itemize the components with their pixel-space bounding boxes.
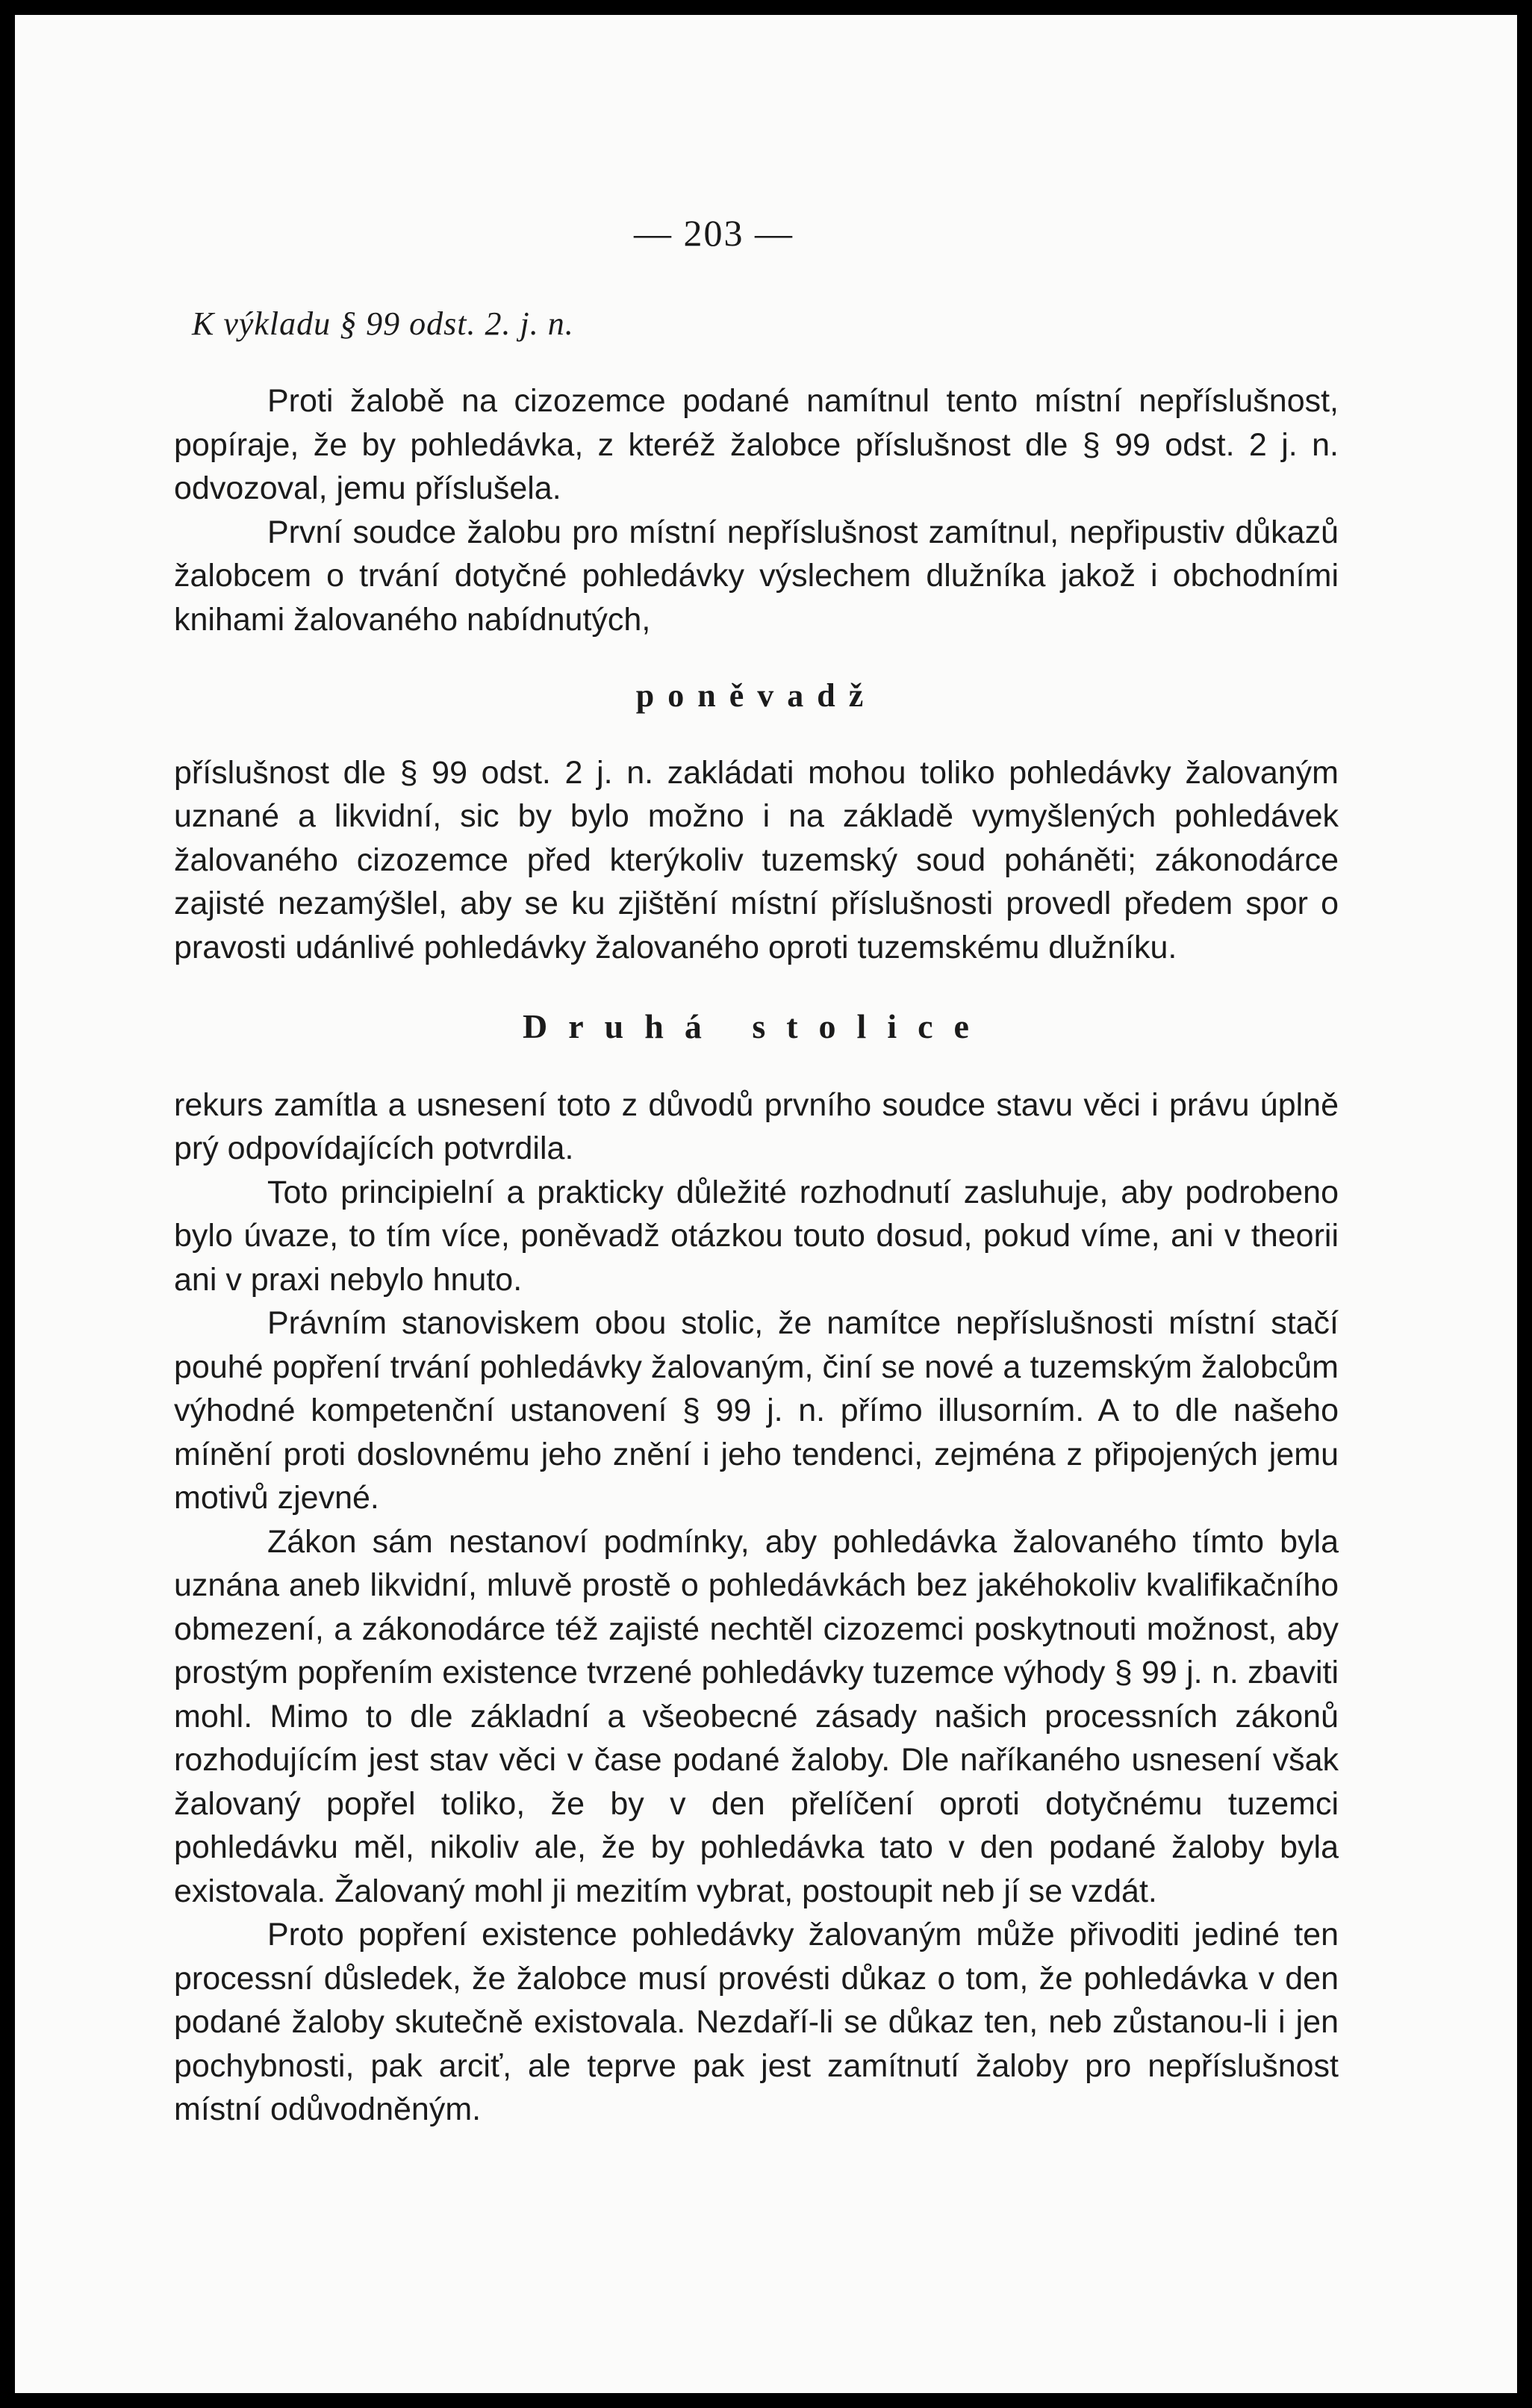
paragraph: První soudce žalobu pro místní nepříslušnost zamítnul, nepřipustiv důkazů žalobcem o trvání dotyčné pohledávky výslechem dlužníka jakož i obchodními knihami žalovaného nabídnutých, <box>174 514 1339 638</box>
paragraph: Proto popření existence pohledávky žalovaným může přivoditi jediné ten processní důsledek, že žalobce musí provésti důkaz o tom, že pohledávka v den podané žaloby skutečně existovala. Nezdaří-li se důkaz ten, neb zůstanou-li i jen pochybnosti, pak arciť, ale teprve pak jest zamítnutí žaloby pro nepříslušnost místní odůvodněným. <box>174 1917 1339 2127</box>
book-page <box>15 15 1517 2393</box>
spaced-heading-druha-stolice: Druhá stolice <box>523 1007 990 1045</box>
paragraph: Proti žalobě na cizozemce podané namítnul tento místní nepříslušnost, popíraje, že by pohledávka, z kteréž žalobce příslušnost dle § 99 odst. 2 j. n. odvozoval, jemu příslušela. <box>174 383 1339 506</box>
page-number: — 203 — <box>634 212 794 254</box>
paragraph: Právním stanoviskem obou stolic, že namítce nepříslušnosti místní stačí pouhé popření trvání pohledávky žalovaným, činí se nové a tuzemským žalobcům výhodné kompetenční ustanovení § 99 j. n. přímo illusorním. A to dle našeho mínění proti doslovnému jeho znění i jeho tendenci, zejména z připojených jemu motivů zjevné. <box>174 1305 1339 1516</box>
spaced-heading-ponevadz: poněvadž <box>635 677 877 714</box>
section-heading: K výkladu § 99 odst. 2. j. n. <box>192 305 574 342</box>
paragraph: rekurs zamítla a usnesení toto z důvodů prvního soudce stavu věci i právu úplně prý odpovídajících potvrdila. <box>174 1086 1339 1166</box>
paragraph: Toto principielní a prakticky důležité rozhodnutí zasluhuje, aby podrobeno bylo úvaze, to tím více, poněvadž otázkou touto dosud, pokud víme, ani v theorii ani v praxi nebylo hnuto. <box>174 1174 1339 1298</box>
paragraph: příslušnost dle § 99 odst. 2 j. n. zakládati mohou toliko pohledávky žalovaným uznané a likvidní, sic by bylo možno i na základě vymyšlených pohledávek žalovaného cizozemce před kterýkoliv tuzemský soud poháněti; zákonodárce zajisté nezamýšlel, aby se ku zjištění místní příslušnosti provedl předem spor o pravosti udánlivé pohledávky žalovaného oproti tuzemskému dlužníku. <box>174 754 1339 965</box>
paragraph: Zákon sám nestanoví podmínky, aby pohledávka žalovaného tímto byla uznána aneb likvidní, mluvě prostě o pohledávkách bez jakéhokoliv kvalifikačního obmezení, a zákonodárce též zajisté nechtěl cizozemci poskytnouti možnost, aby prostým popřením existence tvrzené pohledávky tuzemce výhody § 99 j. n. zbaviti mohl. Mimo to dle základní a všeobecné zásady našich processních zákonů rozhodujícím jest stav věci v čase podané žaloby. Dle naříkaného usnesení však žalovaný popřel toliko, že by v den přelíčení oproti dotyčnému tuzemci pohledávku měl, nikoliv ale, že by pohledávka tato v den podané žaloby byla existovala. Žalovaný mohl ji mezitím vybrat, postoupit neb jí se vzdát. <box>174 1523 1339 1909</box>
page-content <box>174 302 1339 2132</box>
